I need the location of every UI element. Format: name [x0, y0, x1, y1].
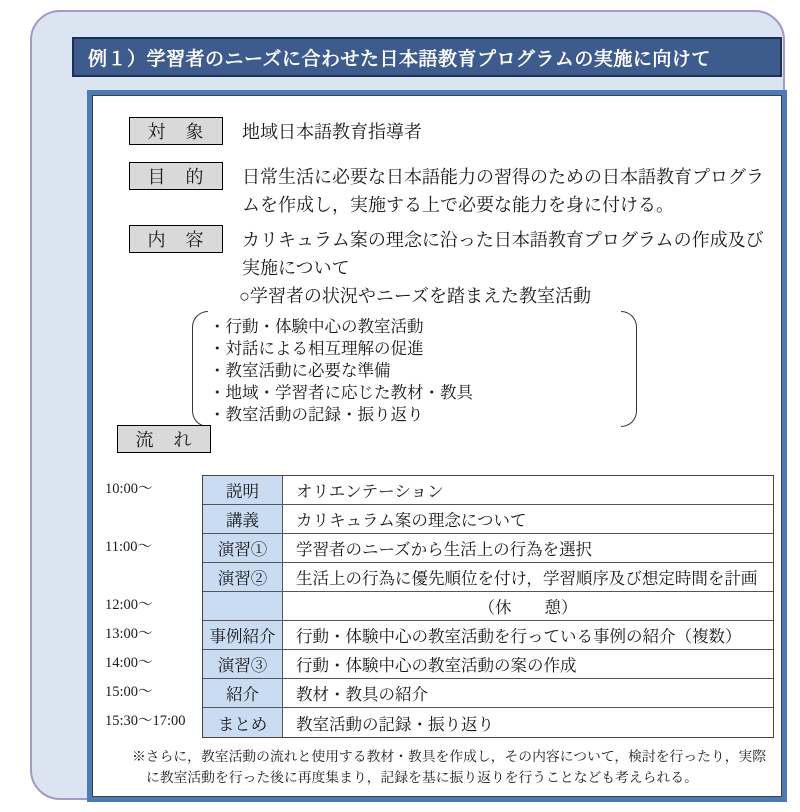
content-label: 内 容 — [147, 230, 205, 250]
right-bracket — [621, 311, 637, 427]
time-label: 14:00～ — [105, 655, 153, 671]
row-content: （休 憩） — [478, 598, 578, 617]
table-row — [203, 476, 773, 505]
time-label: 13:00～ — [105, 626, 153, 642]
target-label-box — [129, 117, 223, 145]
purpose-label: 目 的 — [147, 167, 205, 187]
row-label: 事例紹介 — [203, 621, 283, 649]
time-label: 15:30～17:00 — [105, 713, 186, 729]
row-label: 紹介 — [203, 679, 283, 707]
row-label: 演習③ — [203, 650, 283, 678]
row-label: 演習② — [203, 563, 283, 591]
time-label: 10:00～ — [105, 481, 153, 497]
purpose-text-line2: ムを作成し，実施する上で必要な能力を身に付ける。 — [242, 195, 674, 215]
time-label: 12:00～ — [105, 597, 153, 613]
panel-title: 例１）学習者のニーズに合わせた日本語教育プログラムの実施に向けて — [88, 48, 711, 70]
content-label-box — [129, 225, 223, 253]
row-content: 学習者のニーズから生活上の行為を選択 — [296, 540, 593, 559]
row-content: 行動・体験中心の教室活動の案の作成 — [296, 656, 577, 675]
row-content: 生活上の行為に優先順位を付け，学習順序及び想定時間を計画 — [296, 569, 758, 588]
row-content: 行動・体験中心の教室活動を行っている事例の紹介（複数） — [296, 627, 742, 646]
panel-header — [72, 37, 782, 77]
content-text-line2: 実施について — [242, 258, 350, 278]
target-label: 対 象 — [147, 122, 205, 142]
table-row — [203, 563, 773, 592]
row-label: 説明 — [203, 476, 283, 504]
schedule-times — [105, 475, 200, 736]
table-row — [203, 679, 773, 708]
time-label: 11:00～ — [105, 539, 152, 555]
footnote-line1: ※さらに，教室活動の流れと使用する教材・教具を作成し，その内容について，検討を行ったり，実際 — [132, 749, 767, 764]
flow-label: 流 れ — [135, 430, 193, 450]
content-box — [87, 90, 787, 802]
row-content: オリエンテーション — [296, 482, 444, 501]
bracket-item: ・地域・学習者に応じた教材・教具 — [209, 383, 473, 402]
table-row — [203, 621, 773, 650]
time-label: 15:00～ — [105, 684, 153, 700]
table-row-break — [203, 592, 773, 621]
bracket-item: ・教室活動の記録・振り返り — [209, 405, 424, 424]
row-label: 講義 — [203, 505, 283, 533]
row-content: 教材・教具の紹介 — [296, 685, 428, 704]
bracket-item: ・対話による相互理解の促進 — [209, 339, 424, 358]
purpose-label-box — [129, 162, 223, 190]
row-label: 演習① — [203, 534, 283, 562]
row-label — [203, 592, 283, 620]
row-content: 教室活動の記録・振り返り — [296, 714, 494, 734]
bracket-item: ・行動・体験中心の教室活動 — [209, 317, 424, 336]
purpose-text-line1: 日常生活に必要な日本語能力の習得のための日本語教育プログラ — [242, 167, 764, 187]
example-panel — [30, 10, 785, 800]
row-label: まとめ — [203, 708, 283, 737]
row-content: カリキュラム案の理念について — [296, 511, 527, 530]
left-bracket — [192, 311, 208, 427]
footnote — [132, 746, 787, 788]
schedule-table — [202, 475, 774, 738]
flow-label-box — [117, 425, 211, 453]
table-row — [203, 534, 773, 563]
table-row — [203, 650, 773, 679]
content-text-line1: カリキュラム案の理念に沿った日本語教育プログラムの作成及び — [242, 230, 764, 250]
footnote-line2: に教室活動を行った後に再度集まり，記録を基に振り返りを行うことなども考えられる。 — [146, 770, 698, 785]
target-text: 地域日本語教育指導者 — [242, 122, 422, 142]
content-subheading: ○学習者の状況やニーズを踏まえた教室活動 — [239, 286, 591, 306]
bracket-item: ・教室活動に必要な準備 — [209, 361, 391, 380]
table-row — [203, 708, 773, 737]
table-row — [203, 505, 773, 534]
